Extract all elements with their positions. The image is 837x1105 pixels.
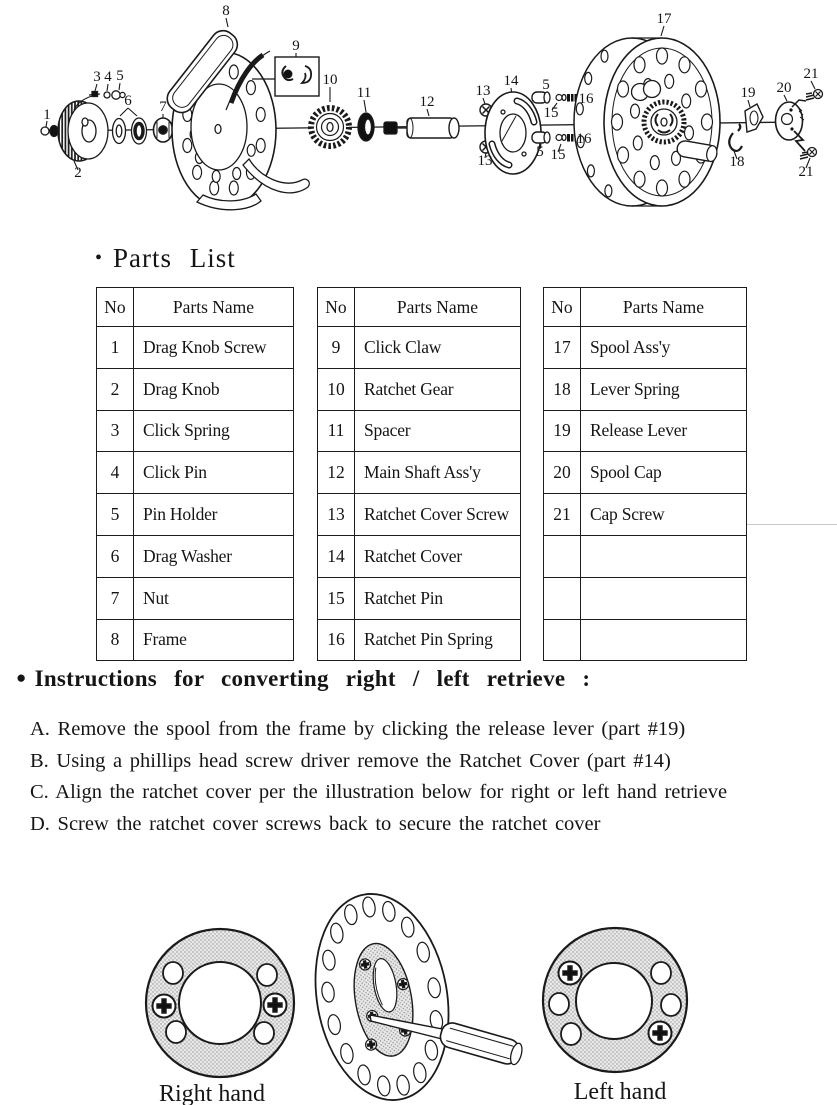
perforation-hole [682, 94, 691, 108]
parts-list-title: • Parts List [95, 243, 236, 273]
table-row [318, 410, 521, 452]
perforation-hole [618, 147, 629, 163]
part-no-cell: 8 [97, 619, 134, 661]
part-name-cell: Release Lever [581, 410, 747, 452]
part-name-cell: Lever Spring [581, 368, 747, 410]
table-row [544, 410, 747, 452]
perforation-hole [665, 74, 674, 88]
perforation-hole [685, 126, 694, 140]
table-row [318, 535, 521, 577]
exploded-parts-diagram [0, 0, 837, 245]
column-header: No [544, 288, 581, 327]
bullet-icon: ● [16, 668, 27, 687]
part-12-main-shaft [384, 118, 459, 138]
part-number-label: 5 [542, 77, 550, 93]
parts-5-15-16-ratchet-pin-set-bottom [532, 132, 580, 143]
perforation-hole [212, 170, 220, 182]
perforation-hole [585, 72, 592, 84]
cover-hole [166, 1021, 186, 1043]
cover-hole [651, 962, 671, 984]
perforation-hole [587, 165, 594, 177]
part-no-cell: 20 [544, 452, 581, 494]
left-hand-label: Left hand [573, 1079, 667, 1105]
part-name-cell: Drag Knob [134, 368, 294, 410]
part-no-cell [544, 619, 581, 661]
part-no-cell: 4 [97, 452, 134, 494]
right-hand-label: Right hand [159, 1081, 265, 1105]
parts-3-4-5-click-spring-pin-holder [89, 91, 125, 99]
part-no-cell: 7 [97, 577, 134, 619]
table-row [544, 494, 747, 536]
perforation-hole [657, 180, 668, 196]
perforation-hole [634, 57, 645, 73]
part-no-cell: 12 [318, 452, 355, 494]
part-name-cell: Ratchet Cover [355, 535, 521, 577]
part-name-cell: Click Pin [134, 452, 294, 494]
part-number-label: 3 [93, 69, 101, 85]
part-number-label: 9 [292, 38, 300, 54]
part-number-label: 5 [536, 144, 544, 160]
perforation-hole [193, 165, 202, 179]
part-no-cell: 13 [318, 494, 355, 536]
part-20-spool-cap [776, 100, 807, 151]
phillips-screw-icon [264, 994, 287, 1017]
table-row [318, 452, 521, 494]
parts-table-2-container [317, 287, 521, 661]
instruction-steps [30, 714, 727, 840]
part-number-label: 5 [116, 68, 124, 84]
instruction-step-b: B. Using a phillips head screw driver remove the Ratchet Cover (part #14) [30, 749, 671, 772]
part-name-cell: Ratchet Cover Screw [355, 494, 521, 536]
table-row [544, 577, 747, 619]
part-no-cell [544, 535, 581, 577]
table-row [97, 368, 294, 410]
part-no-cell: 5 [97, 494, 134, 536]
table-row [544, 535, 747, 577]
part-no-cell: 10 [318, 368, 355, 410]
table-row [97, 327, 294, 369]
part-no-cell [544, 577, 581, 619]
part-19-release-lever [745, 104, 763, 132]
perforation-hole [246, 81, 255, 95]
part-name-cell [581, 619, 747, 661]
perforation-hole [650, 156, 659, 170]
cover-hole [163, 962, 183, 984]
part-number-label: 19 [740, 85, 756, 101]
part-number-label: 13 [477, 153, 493, 169]
perforation-hole [247, 144, 255, 156]
cover-hole [661, 994, 681, 1016]
part-name-cell [581, 577, 747, 619]
column-header: No [318, 288, 355, 327]
perforation-hole [612, 114, 623, 130]
scan-artifact-line [747, 524, 837, 525]
part-number-label: 11 [356, 85, 372, 101]
bullet-icon: • [95, 247, 104, 269]
part-14-ratchet-cover [485, 92, 541, 174]
part-number-label: 12 [419, 94, 435, 110]
table-header-row [544, 288, 747, 327]
table-row [97, 535, 294, 577]
part-name-cell: Click Spring [134, 410, 294, 452]
part-number-label: 16 [578, 91, 594, 107]
part-name-cell: Spacer [355, 410, 521, 452]
phillips-screw-icon [153, 995, 176, 1018]
perforation-hole [601, 50, 608, 62]
perforation-hole [702, 114, 713, 130]
table-row [318, 494, 521, 536]
part-2-drag-knob [58, 95, 108, 161]
perforation-hole [657, 48, 668, 64]
part-no-cell: 19 [544, 410, 581, 452]
part-6-drag-washers [113, 118, 147, 144]
instruction-step-a: A. Remove the spool from the frame by clicking the release lever (part #19) [30, 718, 686, 740]
part-no-cell: 11 [318, 410, 355, 452]
part-no-cell: 16 [318, 619, 355, 661]
cover-hole [254, 1022, 274, 1044]
part-no-cell: 14 [318, 535, 355, 577]
part-no-cell: 9 [318, 327, 355, 369]
table-row [97, 410, 294, 452]
part-18-lever-spring [729, 124, 742, 151]
part-number-label: 13 [475, 83, 491, 99]
part-name-cell: Drag Washer [134, 535, 294, 577]
part-10-ratchet-gear [311, 108, 349, 146]
part-name-cell: Click Claw [355, 327, 521, 369]
column-header: Parts Name [581, 288, 747, 327]
part-number-label: 4 [104, 69, 112, 85]
perforation-hole [618, 81, 629, 97]
part-number-label: 10 [322, 72, 338, 88]
table-header-row [318, 288, 521, 327]
instructions-heading: ● Instructions for converting right / left retrieve : [16, 666, 591, 691]
part-17-spool-assembly [574, 38, 720, 206]
table-row [97, 452, 294, 494]
perforation-hole [229, 181, 238, 195]
table-row [318, 368, 521, 410]
table-row [318, 577, 521, 619]
retrieve-orientation-figures [0, 855, 837, 1105]
part-no-cell: 6 [97, 535, 134, 577]
perforation-hole [233, 168, 241, 180]
part-number-label: 15 [543, 105, 559, 121]
part-no-cell: 17 [544, 327, 581, 369]
cover-hole [257, 964, 277, 986]
perforation-hole [210, 181, 219, 195]
parts-5-15-16-ratchet-pin-set-top [532, 92, 580, 103]
left-hand-cover-figure [543, 928, 687, 1072]
part-number-label: 16 [576, 131, 592, 147]
spool-disc-figure [300, 883, 525, 1105]
table-row [97, 577, 294, 619]
part-no-cell: 2 [97, 368, 134, 410]
cover-hole [561, 1023, 581, 1045]
perforation-hole [679, 57, 690, 73]
table-row [97, 494, 294, 536]
part-number-label: 20 [776, 80, 792, 96]
perforation-hole [631, 104, 640, 118]
part-number-label: 6 [124, 93, 132, 109]
part-number-label: 14 [503, 73, 519, 89]
part-name-cell: Ratchet Pin [355, 577, 521, 619]
part-name-cell: Spool Ass'y [581, 327, 747, 369]
part-name-cell: Ratchet Gear [355, 368, 521, 410]
parts-table [96, 287, 294, 661]
part-number-label: 2 [74, 165, 82, 181]
part-number-label: 1 [43, 107, 51, 123]
part-no-cell: 3 [97, 410, 134, 452]
part-21-cap-screw-top [806, 90, 823, 101]
perforation-hole [229, 65, 238, 79]
part-number-label: 18 [729, 154, 745, 170]
table-row [318, 619, 521, 661]
part-number-label: 21 [803, 66, 819, 82]
table-row [97, 619, 294, 661]
part-number-label: 21 [798, 164, 814, 180]
perforation-hole [256, 108, 265, 122]
phillips-screw-icon [559, 962, 582, 985]
perforation-hole [679, 171, 690, 187]
part-name-cell: Frame [134, 619, 294, 661]
part-name-cell: Pin Holder [134, 494, 294, 536]
part-number-label: 15 [550, 147, 566, 163]
part-no-cell: 1 [97, 327, 134, 369]
right-hand-cover-figure [146, 929, 294, 1077]
parts-table [317, 287, 521, 661]
table-row [544, 327, 747, 369]
part-name-cell [581, 535, 747, 577]
part-number-label: 17 [656, 11, 672, 27]
part-11-spacer [358, 113, 374, 141]
table-header-row [97, 288, 294, 327]
parts-table-1-container [96, 287, 294, 661]
part-no-cell: 18 [544, 368, 581, 410]
perforation-hole [605, 185, 612, 197]
part-name-cell: Drag Knob Screw [134, 327, 294, 369]
part-no-cell: 15 [318, 577, 355, 619]
part-name-cell: Cap Screw [581, 494, 747, 536]
part-number-label: 8 [222, 3, 230, 19]
instruction-step-c: C. Align the ratchet cover per the illustration below for right or left hand retrieve [30, 781, 728, 803]
part-1-drag-knob-screw [41, 126, 58, 137]
perforation-hole [633, 136, 642, 150]
column-header: Parts Name [355, 288, 521, 327]
instruction-step-d: D. Screw the ratchet cover screws back to secure the ratchet cover [30, 812, 601, 835]
cover-hole [549, 993, 569, 1015]
phillips-screw-icon [649, 1022, 672, 1045]
table-row [544, 452, 747, 494]
part-7-nut [154, 118, 173, 142]
part-number-label: 7 [159, 99, 167, 115]
table-row [318, 327, 521, 369]
parts-table-3-container [543, 287, 747, 661]
column-header: No [97, 288, 134, 327]
perforation-hole [696, 81, 707, 97]
part-name-cell: Ratchet Pin Spring [355, 619, 521, 661]
perforation-hole [634, 171, 645, 187]
table-row [544, 368, 747, 410]
parts-table [543, 287, 747, 661]
perforation-hole [256, 139, 265, 153]
perforation-hole [183, 139, 192, 153]
part-name-cell: Spool Cap [581, 452, 747, 494]
part-name-cell: Main Shaft Ass'y [355, 452, 521, 494]
part-no-cell: 21 [544, 494, 581, 536]
table-row [544, 619, 747, 661]
column-header: Parts Name [134, 288, 294, 327]
part-name-cell: Nut [134, 577, 294, 619]
